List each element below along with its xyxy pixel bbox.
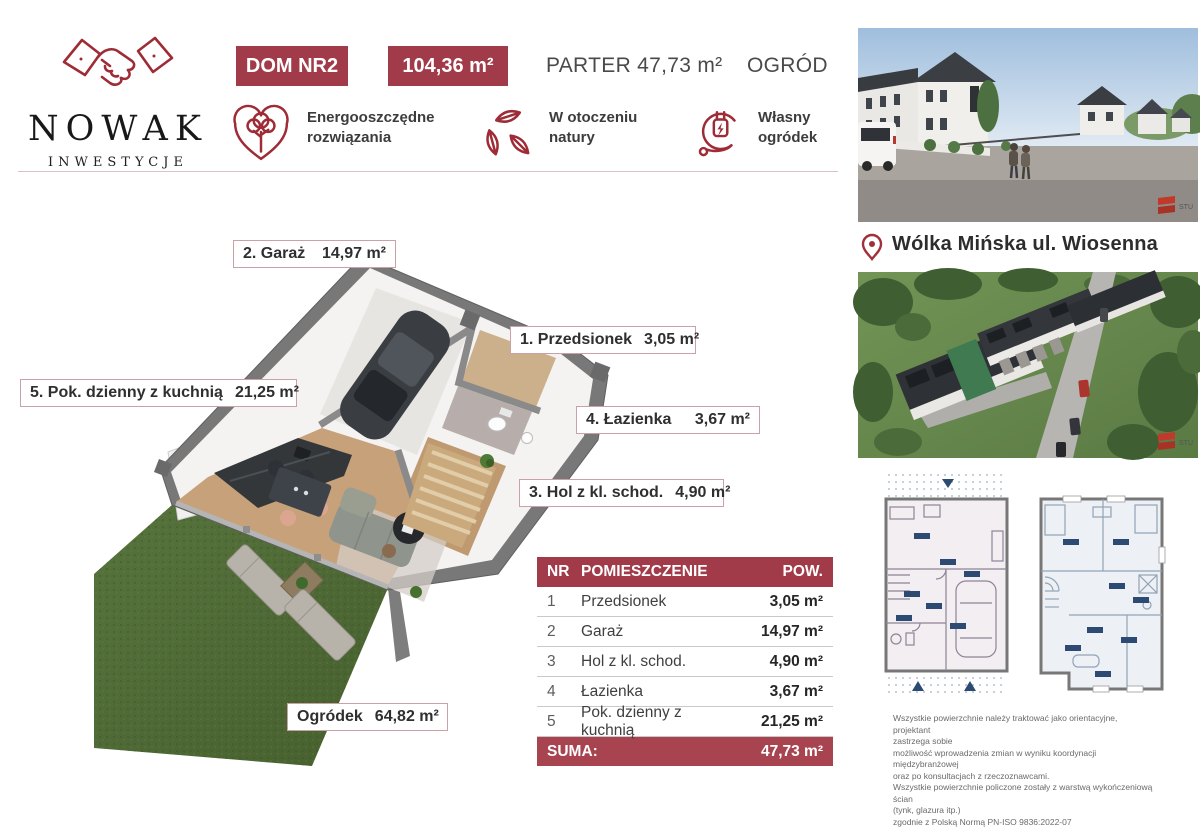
room-label-bathroom <box>576 406 760 434</box>
room-label-area: 21,25 m² <box>234 384 299 401</box>
room-label-garden <box>287 703 448 731</box>
location-label: Wólka Mińska ul. Wiosenna <box>892 233 1158 255</box>
leaves-icon <box>476 102 538 166</box>
garden-side-wall <box>388 588 410 662</box>
table-row: 2 Garaż 14,97 m² <box>537 617 833 647</box>
sum-label: SUMA: <box>547 742 598 760</box>
room-label-area: 14,97 m² <box>321 245 386 262</box>
aerial-view-render <box>858 272 1198 458</box>
room-label-area: 4,90 m² <box>675 484 731 501</box>
room-label-name: 3. Hol z kl. schod. <box>529 484 664 501</box>
feature-label-nature: W otoczeniu natury <box>549 109 638 146</box>
room-label-name: 5. Pok. dzienny z kuchnią <box>30 384 223 401</box>
room-label-name: 1. Przedsionek <box>520 331 633 348</box>
table-row: 3 Hol z kl. schod. 4,90 m² <box>537 647 833 677</box>
header-divider <box>18 171 838 172</box>
room-label-area: 3,67 m² <box>694 411 750 428</box>
garden-header-label: OGRÓD <box>747 54 828 77</box>
house-number-badge: DOM NR2 <box>236 46 348 86</box>
power-plug-icon <box>688 102 750 166</box>
map-pin-icon <box>860 233 884 261</box>
room-label-area: 3,05 m² <box>644 331 700 348</box>
feature-label-garden: Własny ogródek <box>758 109 818 146</box>
tree-in-heart-icon <box>230 102 292 166</box>
sum-value: 47,73 m² <box>760 742 823 760</box>
svg-text:STU: STU <box>1179 440 1193 447</box>
room-label-name: Ogródek <box>297 708 363 725</box>
table-row: 4 Łazienka 3,67 m² <box>537 677 833 707</box>
cad-plan-upper-floor <box>1035 487 1168 699</box>
col-header-room: POMIESZCZENIE <box>581 563 708 580</box>
room-label-garage <box>233 240 396 268</box>
logo-subtitle: INWESTYCJE <box>48 155 188 170</box>
svg-text:STU: STU <box>1179 204 1193 211</box>
table-header-row <box>537 557 833 587</box>
van <box>858 122 896 171</box>
feature-label-energy: Energooszczędne rozwiązania <box>307 109 435 146</box>
handshake-icon <box>58 26 178 102</box>
col-header-area: POW. <box>782 563 823 580</box>
room-label-vestibule <box>510 326 700 354</box>
room-label-name: 2. Garaż <box>243 245 306 262</box>
cad-plan-ground-floor <box>880 473 1013 697</box>
room-label-hall <box>519 479 731 507</box>
rooms-table <box>537 557 833 766</box>
table-row: 1 Przedsionek 3,05 m² <box>537 587 833 617</box>
room-label-area: 64,82 m² <box>374 708 439 725</box>
table-row: 5 Pok. dzienny z kuchnią 21,25 m² <box>537 707 833 737</box>
floor-area-label: PARTER 47,73 m² <box>546 54 723 77</box>
disclaimer-text: Wszystkie powierzchnie należy traktować jako orientacyjne, projektant zastrzega sobie możliwość wprowadzenia zmian w wyniku koordynacji międzybranżowej oraz po konsultacjach z rzeczoznawcami. Wszystkie powierzchnie policzone zostały z warstwą wykończeniową ścian (tynk, glazura itp.) zgodnie z Polską Normą PN-ISO 9836:2022-07 <box>893 713 1153 827</box>
washbasin <box>522 433 533 444</box>
room-label-name: 4. Łazienka <box>586 411 672 428</box>
table-sum-row <box>537 737 833 766</box>
total-area-badge: 104,36 m² <box>388 46 508 86</box>
logo-title: NOWAK <box>28 109 208 149</box>
col-header-nr: NR <box>547 563 570 580</box>
company-logo <box>22 26 214 170</box>
street-view-render <box>858 28 1198 222</box>
room-label-living-kitchen <box>20 379 297 407</box>
